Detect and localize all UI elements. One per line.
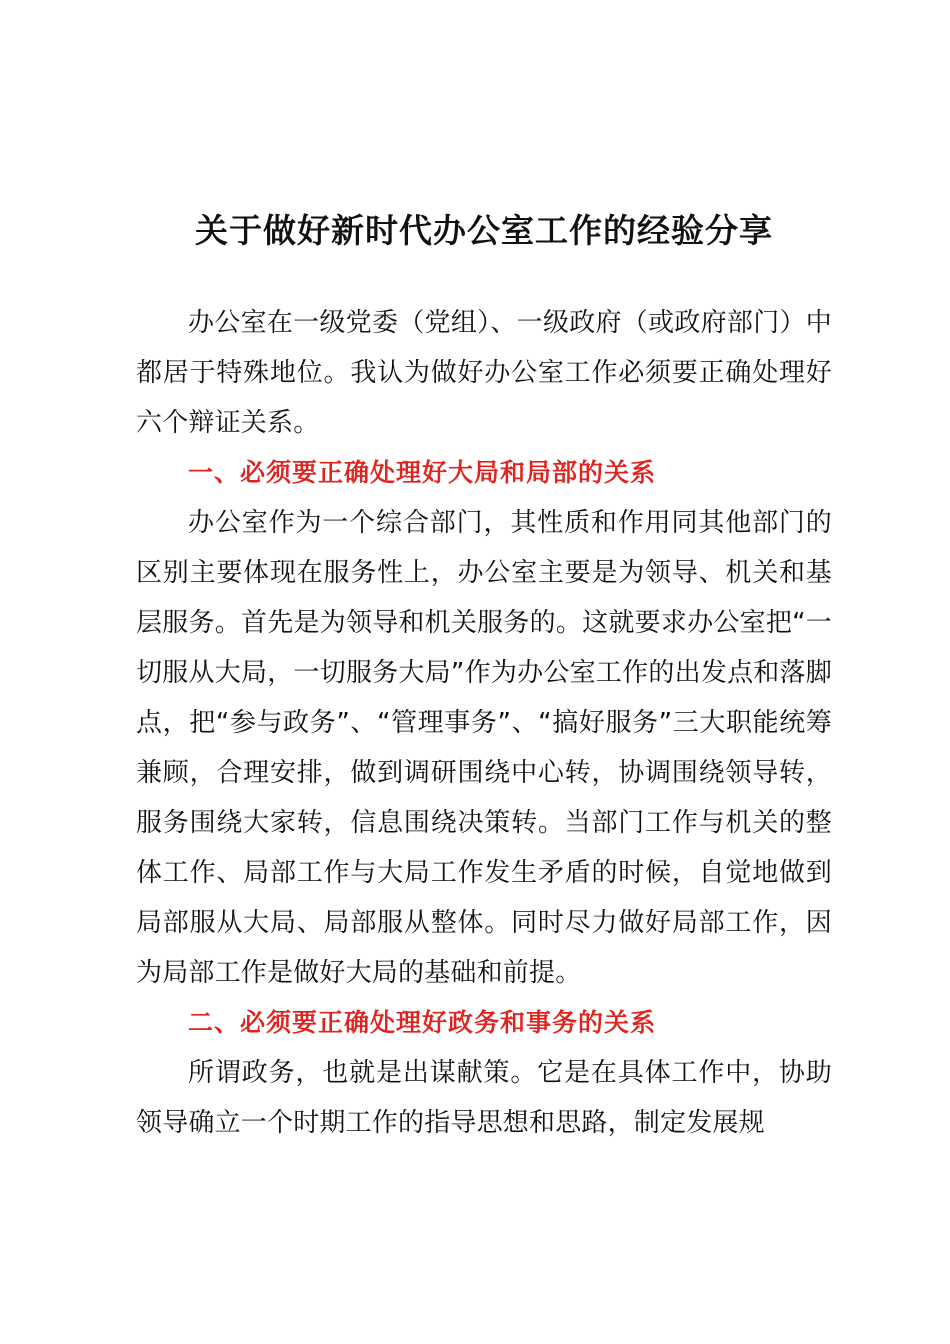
section-heading-1: 一、必须要正确处理好大局和局部的关系 xyxy=(188,458,657,487)
section-paragraph-2: 所谓政务，也就是出谋献策。它是在具体工作中，协助领导确立一个时期工作的指导思想和思路，制定发展规 xyxy=(136,1058,832,1138)
section-paragraph-1: 办公室作为一个综合部门，其性质和作用同其他部门的区别主要体现在服务性上，办公室主要是为领导、机关和基层服务。首先是为领导和机关服务的。这就要求办公室把“一切服从大局，一切服务大局”作为办公室工作的出发点和落脚点，把“参与政务”、“管理事务”、“搞好服务”三大职能统筹兼顾，合理安排，做到调研围绕中心转，协调围绕领导转，服务围绕大家转，信息围绕决策转。当部门工作与机关的整体工作、局部工作与大局工作发生矛盾的时候，自觉地做到局部服从大局、局部服从整体。同时尽力做好局部工作，因为局部工作是做好大局的基础和前提。 xyxy=(136,508,832,988)
document-body xyxy=(136,206,832,1148)
intro-paragraph: 办公室在一级党委（党组）、一级政府（或政府部门）中都居于特殊地位。我认为做好办公室工作必须要正确处理好六个辩证关系。 xyxy=(136,308,832,438)
document-title: 关于做好新时代办公室工作的经验分享 xyxy=(195,211,773,250)
section-heading-2: 二、必须要正确处理好政务和事务的关系 xyxy=(188,1008,657,1037)
